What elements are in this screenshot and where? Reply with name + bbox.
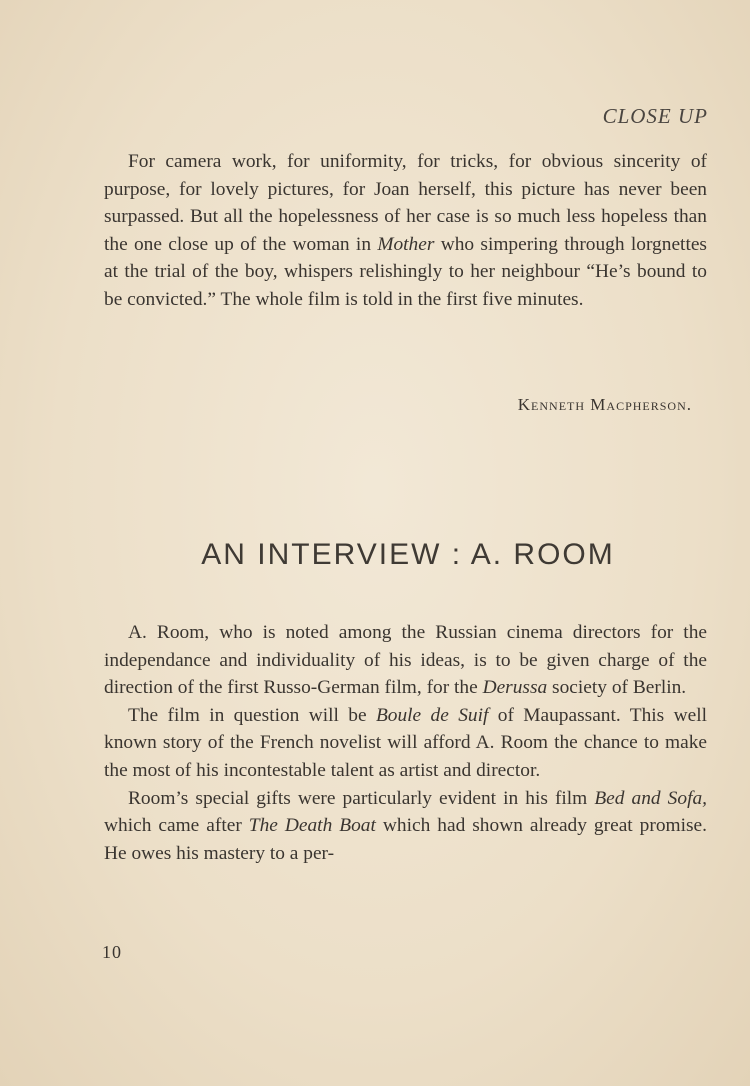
review-closing-text (104, 148, 707, 314)
article-heading: AN INTERVIEW : A. ROOM (201, 538, 615, 571)
paragraph (104, 702, 707, 785)
text-run: For camera work, for uniformity, for tricks, for obvious sincerity of purpose, for lovely pictures, for Joan herself, this picture has never been surpassed. But all the hopelessness of her case is so much less hopeless than the one close up of the woman in (104, 151, 707, 255)
author-signature: Kenneth Macpherson. (517, 395, 692, 414)
film-title: Bed and Sofa, (594, 787, 708, 809)
paragraph (104, 619, 707, 702)
film-title: Mother (377, 233, 435, 255)
paragraph (104, 785, 707, 868)
text-run: which had shown already great promise. He owes his mastery to a per- (104, 815, 708, 864)
text-run: who simpering through lorgnettes at the trial of the boy, whispers relishingly to her neighbour “He’s bound to be convicted.” The whole film is told in the first five minutes. (104, 233, 707, 310)
page-number: 10 (102, 942, 122, 962)
running-head: CLOSE UP (602, 104, 708, 128)
film-title: Boule de Suif (375, 704, 489, 726)
text-run: of Maupassant. This well known story of the French novelist will afford A. Room the chance to make the most of his incontestable talent as artist and director. (104, 704, 707, 781)
text-run: which came after (104, 815, 249, 837)
paragraph (104, 148, 707, 314)
interview-body (104, 619, 707, 867)
text-run: The film in question will be (128, 704, 376, 726)
society-name: Derussa (482, 677, 548, 699)
film-title: The Death Boat (248, 815, 376, 837)
text-run: Room’s special gifts were particularly evident in his film (128, 787, 595, 809)
text-run: A. Room, who is noted among the Russian cinema directors for the independance and individuality of his ideas, is to be given charge of the direction of the first Russo-German film, for the (104, 622, 707, 699)
text-run: society of Berlin. (547, 677, 687, 699)
